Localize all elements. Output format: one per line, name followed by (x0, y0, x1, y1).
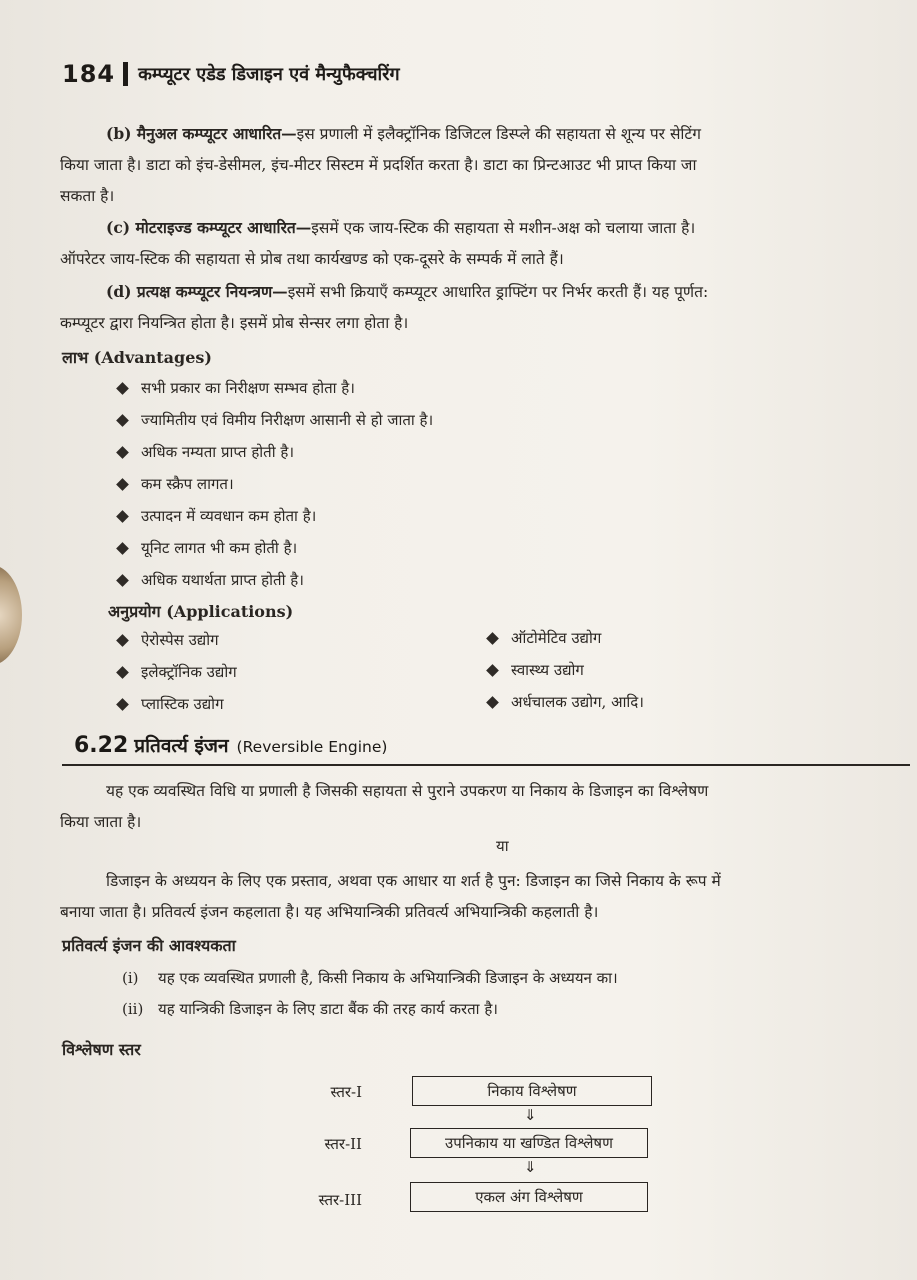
para-b-line: किया जाता है। डाटा को इंच-डेसीमल, इंच-मीटर सिस्टम में प्रदर्शित करता है। डाटा का प्रिन्टआउट भी प्राप्त किया जा (60, 156, 697, 174)
list-item (118, 624, 237, 656)
list-item (118, 372, 433, 404)
list-item (122, 993, 618, 1024)
list-item-text: यूनिट लागत भी कम होती है। (141, 539, 298, 557)
para-d-label: (d) प्रत्यक्ष कम्प्यूटर नियन्त्रण— (106, 282, 288, 301)
para-c-label: (c) मोटराइज्ड कम्प्यूटर आधारित— (106, 218, 312, 237)
applications-right-list (488, 622, 644, 718)
para-c (60, 212, 915, 275)
list-item (118, 688, 237, 720)
list-item (488, 622, 644, 654)
list-item (118, 468, 433, 500)
para-b-label: (b) मैनुअल कम्प्यूटर आधारित— (106, 124, 297, 143)
list-item-text: अधिक यथार्थता प्राप्त होती है। (141, 571, 304, 589)
need-list (122, 962, 618, 1024)
or-text: या (496, 837, 509, 855)
advantages-heading: लाभ (Advantages) (62, 348, 212, 367)
level-box: निकाय विश्लेषण (412, 1076, 652, 1106)
list-item-text: सभी प्रकार का निरीक्षण सम्भव होता है। (141, 379, 355, 397)
para-622-2 (60, 866, 915, 928)
list-item (118, 436, 433, 468)
list-item (122, 962, 618, 993)
para-line: किया जाता है। (60, 813, 142, 831)
para-d-line: कम्प्यूटर द्वारा नियन्त्रित होता है। इसमें प्रोब सेन्सर लगा होता है। (60, 314, 409, 332)
para-b-line: सकता है। (60, 187, 115, 205)
applications-left-list (118, 624, 237, 720)
list-item (118, 500, 433, 532)
diamond-bullet-icon (116, 666, 129, 679)
list-item-text: स्वास्थ्य उद्योग (511, 661, 584, 679)
diamond-bullet-icon (486, 632, 499, 645)
list-item-text: अर्धचालक उद्योग, आदि। (511, 693, 644, 711)
diamond-bullet-icon (116, 510, 129, 523)
list-item-text: यह एक व्यवस्थित प्रणाली है, किसी निकाय के अभियान्त्रिकी डिजाइन के अध्ययन का। (158, 968, 618, 987)
diamond-bullet-icon (486, 664, 499, 677)
level-box: एकल अंग विश्लेषण (410, 1182, 648, 1212)
list-item (488, 654, 644, 686)
header-divider (123, 62, 128, 86)
list-item-text: अधिक नम्यता प्राप्त होती है। (141, 443, 295, 461)
diamond-bullet-icon (116, 414, 129, 427)
para-d-line: इसमें सभी क्रियाएँ कम्प्यूटर आधारित ड्राफ्टिंग पर निर्भर करती हैं। यह पूर्णत: (287, 283, 709, 301)
para-622-1 (60, 776, 915, 838)
list-item-text: कम स्क्रैप लागत। (141, 475, 234, 493)
diamond-bullet-icon (116, 478, 129, 491)
diamond-bullet-icon (116, 382, 129, 395)
section-title-english: (Reversible Engine) (236, 738, 388, 756)
diamond-bullet-icon (486, 696, 499, 709)
diamond-bullet-icon (116, 542, 129, 555)
level-box: उपनिकाय या खण्डित विश्लेषण (410, 1128, 648, 1158)
list-item (118, 532, 433, 564)
diamond-bullet-icon (116, 446, 129, 459)
page-header (62, 60, 400, 88)
list-item-text: उत्पादन में व्यवधान कम होता है। (141, 507, 317, 525)
book-tab-edge (0, 565, 22, 665)
down-arrow-icon: ⇓ (524, 1158, 537, 1176)
para-c-line: इसमें एक जाय-स्टिक की सहायता से मशीन-अक्ष को चलाया जाता है। (311, 219, 696, 237)
list-item-text: इलेक्ट्रॉनिक उद्योग (141, 663, 237, 681)
para-d (60, 276, 915, 339)
level-label: स्तर-II (324, 1135, 362, 1153)
list-item (118, 404, 433, 436)
page-number: 184 (62, 60, 116, 88)
para-line: यह एक व्यवस्थित विधि या प्रणाली है जिसकी सहायता से पुराने उपकरण या निकाय के डिजाइन का विश्लेषण (106, 782, 709, 800)
list-item (118, 564, 433, 596)
diamond-bullet-icon (116, 698, 129, 711)
para-b (60, 118, 915, 212)
book-title: कम्प्यूटर एडेड डिजाइन एवं मैन्युफैक्चरिंग (138, 64, 400, 85)
list-item (488, 686, 644, 718)
down-arrow-icon: ⇓ (524, 1106, 537, 1124)
section-rule (62, 764, 910, 766)
list-item-text: प्लास्टिक उद्योग (141, 695, 224, 713)
level-label: स्तर-I (330, 1083, 362, 1101)
list-item-number: (i) (122, 968, 139, 987)
list-item-number: (ii) (122, 999, 144, 1018)
para-line: डिजाइन के अध्ययन के लिए एक प्रस्ताव, अथवा एक आधार या शर्त है पुन: डिजाइन का जिसे निकाय के रूप में (106, 872, 721, 890)
section-heading (74, 732, 387, 758)
analysis-heading: विश्लेषण स्तर (62, 1040, 141, 1059)
list-item-text: यह यान्त्रिकी डिजाइन के लिए डाटा बैंक की तरह कार्य करता है। (158, 999, 498, 1018)
section-title: प्रतिवर्त्य इंजन (134, 735, 229, 757)
para-c-line: ऑपरेटर जाय-स्टिक की सहायता से प्रोब तथा कार्यखण्ड को एक-दूसरे के सम्पर्क में लाते हैं। (60, 250, 564, 268)
advantages-list (118, 372, 433, 596)
need-heading: प्रतिवर्त्य इंजन की आवश्यकता (62, 936, 236, 955)
list-item-text: ऑटोमेटिव उद्योग (511, 629, 602, 647)
para-b-line: इस प्रणाली में इलैक्ट्रॉनिक डिजिटल डिस्प्ले की सहायता से शून्य पर सेटिंग (296, 125, 701, 143)
list-item-text: ऐरोस्पेस उद्योग (141, 631, 219, 649)
para-line: बनाया जाता है। प्रतिवर्त्य इंजन कहलाता है। यह अभियान्त्रिकी प्रतिवर्त्य अभियान्त्रिकी कहलाती है। (60, 903, 599, 921)
list-item-text: ज्यामितीय एवं विमीय निरीक्षण आसानी से हो जाता है। (141, 411, 434, 429)
level-label: स्तर-III (318, 1191, 362, 1209)
list-item (118, 656, 237, 688)
diamond-bullet-icon (116, 574, 129, 587)
diamond-bullet-icon (116, 634, 129, 647)
section-number: 6.22 (74, 733, 129, 758)
applications-heading: अनुप्रयोग (Applications) (108, 602, 294, 621)
